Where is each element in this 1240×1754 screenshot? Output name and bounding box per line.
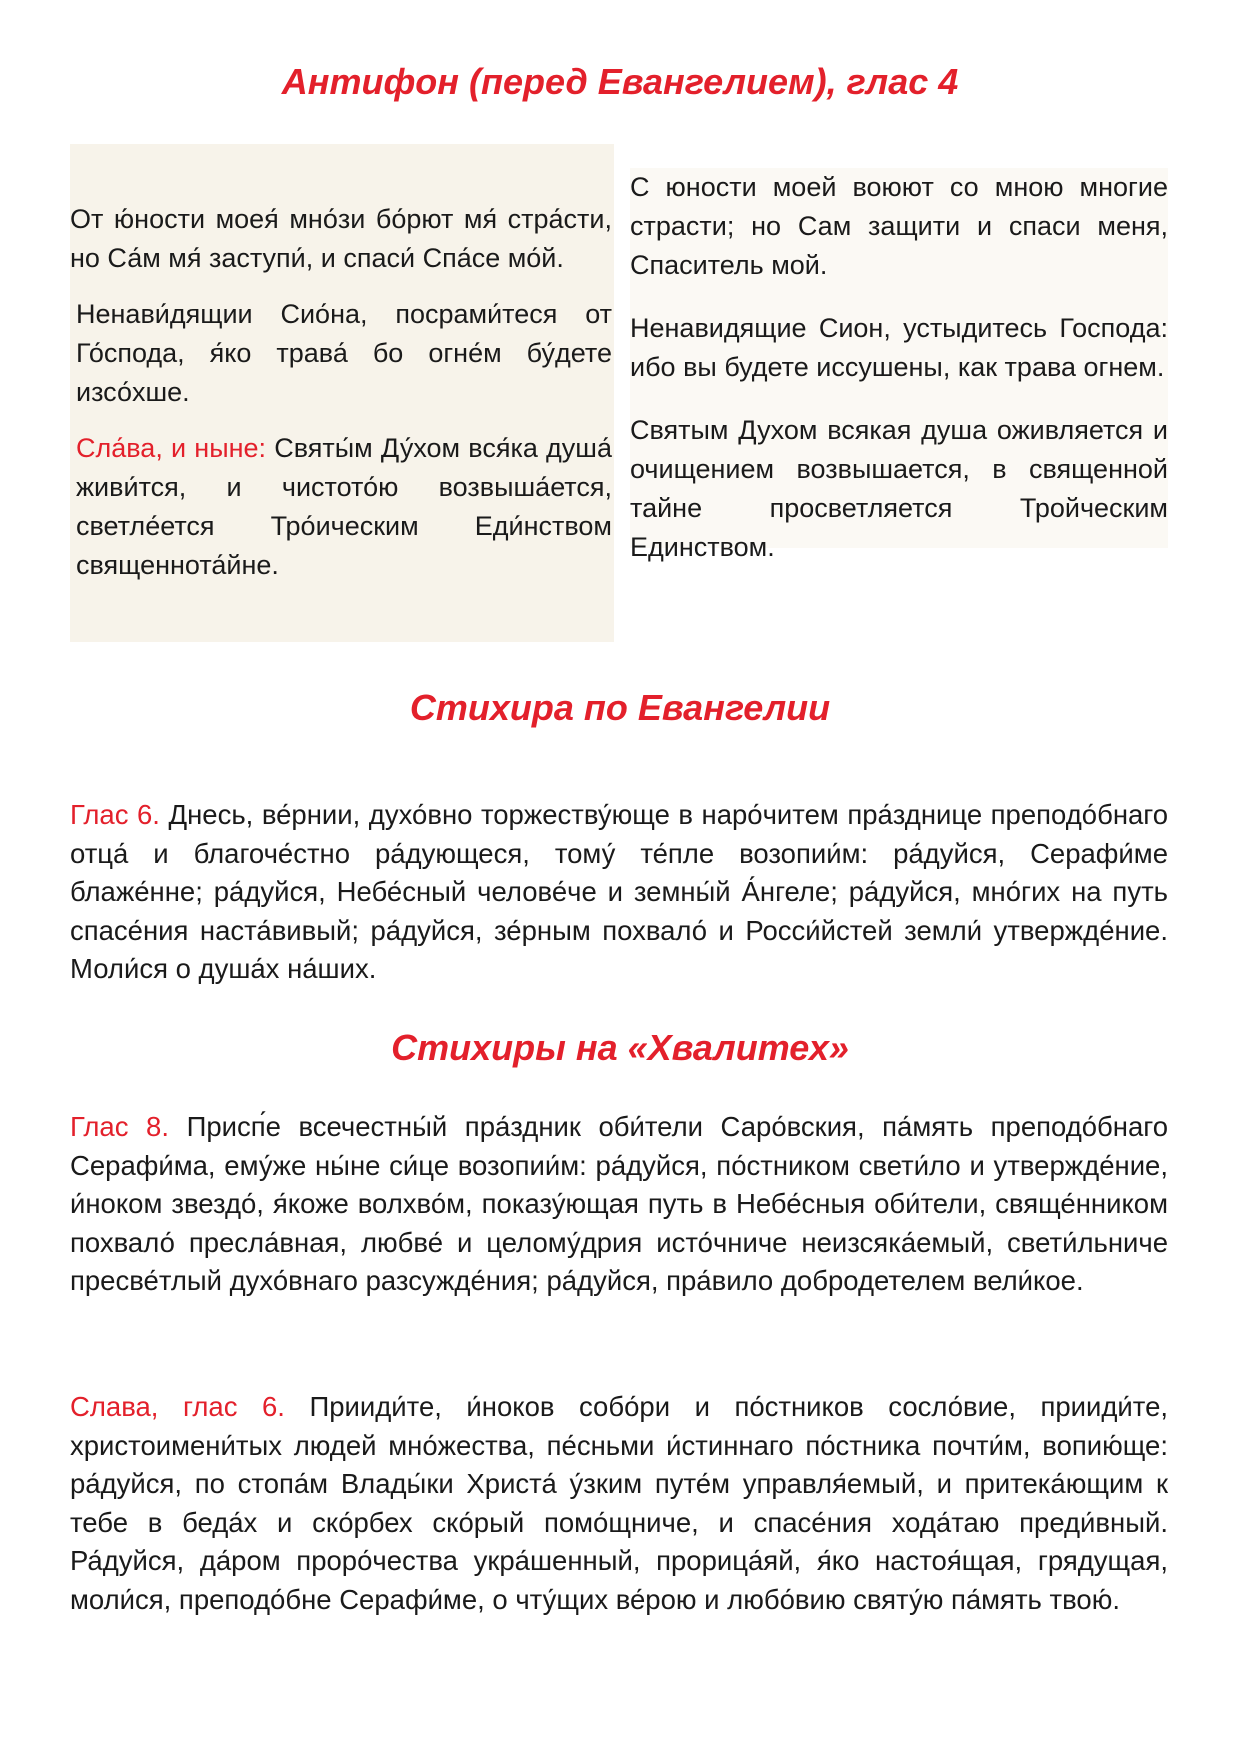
antiphon-columns — [70, 144, 1168, 642]
stichera-praises-glory-text — [70, 1388, 1168, 1619]
glory-tone-label: Слава, глас 6. — [70, 1391, 285, 1422]
stichera-praises-first-block — [70, 1108, 1168, 1301]
slavonic-verse-3-text: Святы́м Ду́хом вся́ка душа́ живи́тся, и чистото́ю возвыша́ется, светле́ется Тро́ическим Еди́нством священнота́йне. — [76, 433, 612, 580]
tone-label: Глас 8. — [70, 1111, 169, 1142]
stichera-gospel-block — [70, 796, 1168, 989]
stichera-gospel-body: Днесь, ве́рнии, духо́вно торжеству́юще в наро́читем пра́зднице преподо́бнаго отца́ и благоче́стно ра́дующеся, тому́ те́пле возопии́м: ра́дуйся, Серафи́ме блаже́нне; ра́дуйся, Небе́сный челове́че и земны́й А́нгеле; ра́дуйся, мно́гих на путь спасе́ния наста́вивый; ра́дуйся, зе́рным похвало́ и Росси́йстей земли́ утвержде́ние. Моли́ся о душа́х на́ших. — [70, 799, 1169, 984]
glory-label: Сла́ва, и ныне: — [76, 433, 267, 463]
stichera-gospel-title: Стихира по Евангелии — [409, 687, 831, 728]
antiphon-title: Антифон (перед Евангелием), глас 4 — [281, 61, 959, 102]
slavonic-verse-3 — [70, 429, 614, 585]
stichera-praises-first-body: Присп́е всечестны́й пра́здник оби́тели Саро́вския, па́мять преподо́бнаго Серафи́ма, ему́же ны́не си́це возопии́м: ра́дуйся, по́стником свети́ло и утвержде́ние, и́ноком звездо́, я́коже волхво́м, показу́ющая путь в Небе́сныя оби́тели, свяще́нником похвало́ пресла́вная, любве́ и целому́дрия исто́чниче неизсяка́емый, свети́льниче пресве́тлый духо́внаго разсужде́ния; ра́дуйся, пра́вило добродетелем вели́кое. — [70, 1111, 1169, 1296]
russian-verse-3: Святым Духом всякая душа оживляется и очищением возвышается, в священной тайне просветляется Тройческим Единством. — [630, 415, 1168, 562]
russian-verse-1: С юности моей воюют со мною многие страсти; но Сам защити и спаси меня, Спаситель мой. — [630, 172, 1168, 280]
stichera-praises-glory-block — [70, 1388, 1168, 1619]
russian-verse-2: Ненавидящие Сион, устыдитесь Господа: ибо вы будете иссушены, как трава огнем. — [630, 313, 1168, 382]
stichera-gospel-text — [70, 796, 1168, 989]
church-slavonic-column — [70, 144, 614, 642]
russian-column — [630, 168, 1168, 562]
tone-label: Глас 6. — [70, 799, 160, 830]
stichera-praises-glory-body: Прииди́те, и́ноков собо́ри и по́стников сосло́вие, прииди́те, христоимени́тых людей мно́жества, пе́сньми и́стиннаго по́стника почти́м, вопию́ще: ра́дуйся, по стопа́м Влады́ки Христа́ у́зким путе́м управля́емый, и притека́ющим к тебе в беда́х и ско́рбех ско́рый помо́щниче, и спасе́ния хода́таю преди́вный. Ра́дуйся, да́ром проро́чества укра́шенный, прорица́яй, я́ко настоя́щая, грядущая, моли́ся, преподо́бне Серафи́ме, о чту́щих ве́рою и любо́вию святу́ю па́мять твою́. — [70, 1391, 1169, 1615]
slavonic-verse-2: Ненави́дящии Сио́на, посрами́теся от Го́спода, я́ко трава́ бо огне́м бу́дете изсо́хше. — [76, 299, 612, 407]
slavonic-verse-1: От ю́ности моея́ мно́зи бо́рют мя́ стра́сти, но Са́м мя́ заступи́, и спаси́ Спа́се мо́й. — [70, 204, 612, 273]
stichera-praises-first-text — [70, 1108, 1168, 1301]
stichera-praises-title: Стихиры на «Хвалитех» — [391, 1027, 849, 1068]
